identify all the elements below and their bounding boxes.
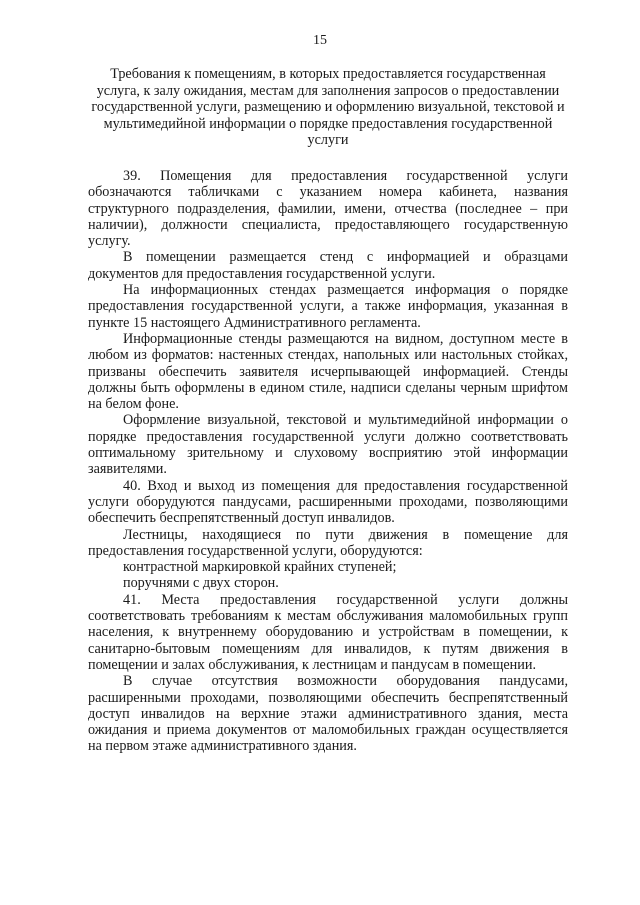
paragraph-stairs: Лестницы, находящиеся по пути движения в помещение для предоставления государственной услуги, оборудуются:	[88, 526, 568, 559]
page-number: 15	[313, 33, 327, 48]
body-text	[88, 168, 568, 755]
paragraph-no-ramps: В случае отсутствия возможности оборудования пандусами, расширенными проходами, позволяющими обеспечить беспрепятственный доступ инвалидов на верхние этажи административного здания, места ожидания и приема документов от маломобильных граждан осуществляется на первом этаже административного здания.	[88, 673, 568, 755]
paragraph-stand: В помещении размещается стенд с информацией и образцами документов для предоставления государственной услуги.	[88, 249, 568, 282]
paragraph-41: 41. Места предоставления государственной услуги должны соответствовать требованиям к местам обслуживания маломобильных групп населения, к внутреннему оборудованию и устройствам в помещении, к санитарно-бытовым помещениям для инвалидов, к путям движения в помещении и залах обслуживания, к лестницам и пандусам в помещении.	[88, 591, 568, 673]
list-item-marking: контрастной маркировкой крайних ступеней;	[123, 559, 397, 576]
paragraph-info-stands: На информационных стендах размещается информация о порядке предоставления государственной услуги, а также информация, указанная в пункте 15 настоящего Административного регламента.	[88, 282, 568, 331]
list-item-handrails: поручнями с двух сторон.	[123, 575, 279, 592]
paragraph-40: 40. Вход и выход из помещения для предоставления государственной услуги оборудуются пандусами, расширенными проходами, позволяющими обеспечить беспрепятственный доступ инвалидов.	[88, 477, 568, 527]
paragraph-design: Оформление визуальной, текстовой и мультимедийной информации о порядке предоставления государственной услуги должно соответствовать оптимальному зрительному и слуховому восприятию этой информации заявителями.	[88, 412, 568, 478]
section-heading: Требования к помещениям, в которых предоставляется государственная услуга, к залу ожидания, местам для заполнения запросов о предоставлении государственной услуги, размещению и оформлению визуальной, текстовой и мультимедийной информации о порядке предоставления государственной услуги	[91, 66, 565, 148]
paragraph-stand-placement: Информационные стенды размещаются на видном, доступном месте в любом из форматов: настенных стендах, напольных или настольных стойках, призваны обеспечить заявителя исчерпывающей информацией. Стенды должны быть оформлены в едином стиле, надписи сделаны черным шрифтом на белом фоне.	[88, 330, 568, 413]
paragraph-39: 39. Помещения для предоставления государственной услуги обозначаются табличками с указанием номера кабинета, названия структурного подразделения, фамилии, имени, отчества (последнее – при наличии), должности специалиста, предоставляющего государственную услугу.	[88, 168, 568, 250]
